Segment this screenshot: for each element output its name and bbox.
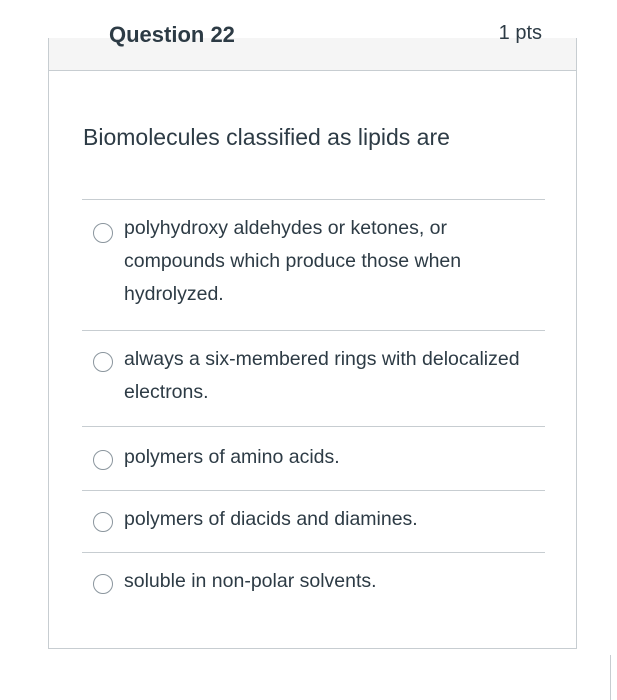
answer-label[interactable]: polymers of diacids and diamines. [124,508,418,530]
scrollbar-edge [610,655,611,700]
radio-button[interactable] [93,450,113,470]
answer-option[interactable] [82,199,545,330]
answer-label[interactable]: polyhydroxy aldehydes or ketones, or compounds which produce those when hydrolyzed. [124,217,462,305]
radio-button[interactable] [93,352,113,372]
answer-label[interactable]: soluble in non-polar solvents. [124,570,377,592]
answer-option[interactable] [82,330,545,426]
answer-option[interactable] [82,490,545,552]
answer-list [82,199,545,622]
answer-option[interactable] [82,552,545,622]
answer-label[interactable]: polymers of amino acids. [124,446,340,468]
answer-label[interactable]: always a six-membered rings with delocalized electrons. [124,348,520,403]
question-points: 1 pts [498,22,542,44]
answer-option[interactable] [82,426,545,490]
question-card [48,22,577,649]
radio-button[interactable] [93,574,113,594]
radio-button[interactable] [93,512,113,532]
question-title: Question 22 [109,22,235,47]
question-header [49,22,576,71]
radio-button[interactable] [93,223,113,243]
question-text: Biomolecules classified as lipids are [83,124,450,150]
